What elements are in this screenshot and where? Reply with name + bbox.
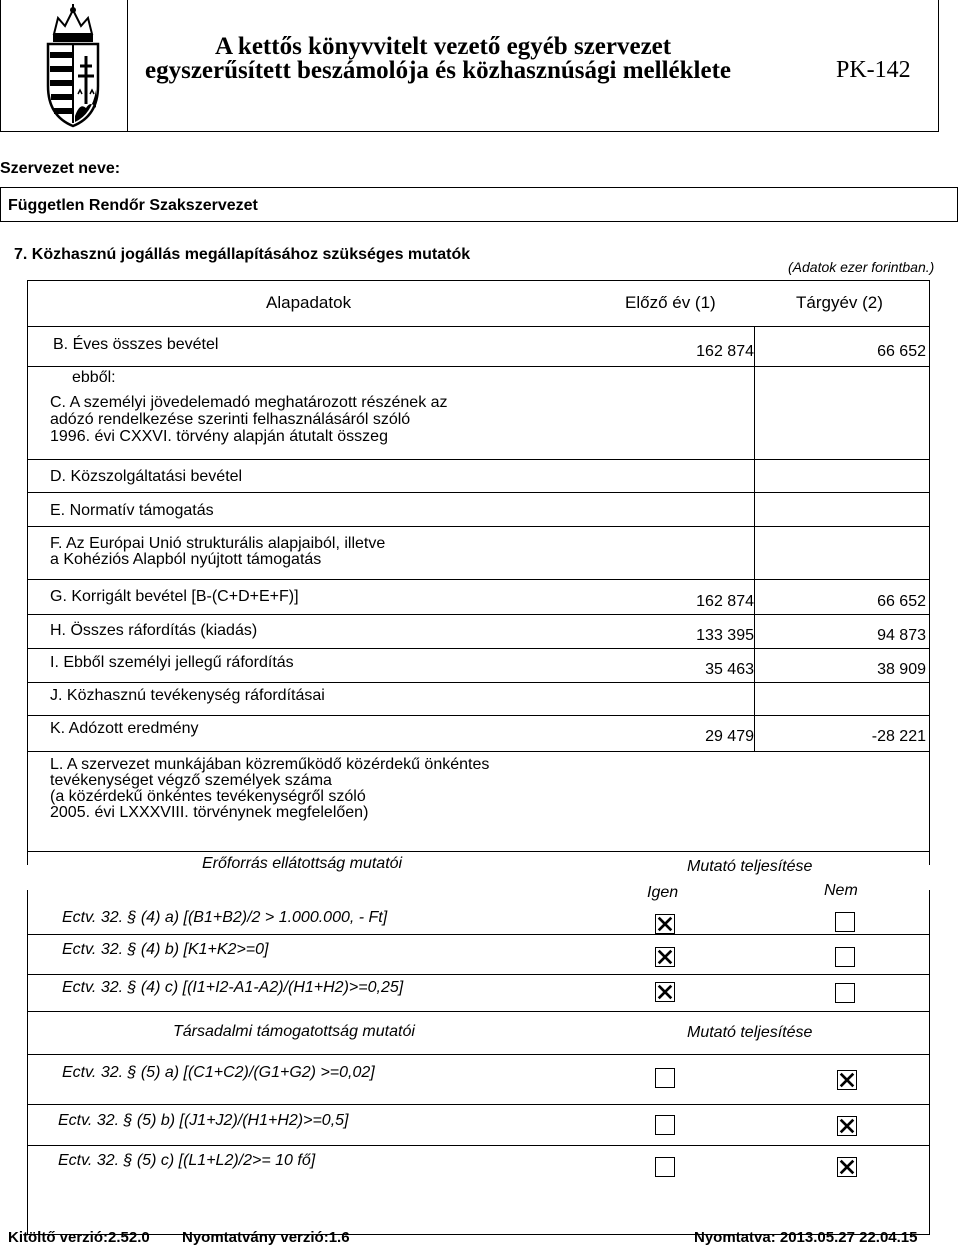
footer-form-version: Nyomtatvány verzió:1.6	[182, 1229, 350, 1246]
row-label-g: G. Korrigált bevétel [B-(C+D+E+F)]	[50, 588, 299, 605]
org-name-top-border	[0, 187, 958, 188]
row-label-l-line2: tevékenységet végző személyek száma	[50, 772, 332, 789]
social-item-1-label: Ectv. 32. § (5) a) [(C1+C2)/(G1+G2) >=0,02]	[62, 1064, 375, 1081]
row-sep	[27, 579, 930, 580]
row-sep	[27, 1104, 930, 1105]
resource-item-1-label: Ectv. 32. § (4) a) [(B1+B2)/2 > 1.000.000, - Ft]	[62, 909, 388, 926]
indicator-left-border	[27, 890, 28, 1235]
value-h-prev[interactable]: 133 395	[696, 627, 754, 644]
row-sep	[27, 751, 930, 752]
row-sep	[27, 934, 930, 935]
col-divider	[754, 326, 755, 752]
resource-item-2-no-checkbox[interactable]	[835, 947, 855, 967]
org-name-value[interactable]: Független Rendőr Szakszervezet	[8, 197, 258, 214]
col-header-prev: Előző év (1)	[625, 293, 716, 312]
value-h-curr[interactable]: 94 873	[877, 627, 926, 644]
header-divider	[127, 0, 128, 132]
yes-column-label: Igen	[647, 884, 679, 901]
row-sep	[27, 1054, 930, 1055]
row-sep	[27, 682, 930, 683]
indicator-right-border	[929, 890, 930, 1235]
section-title: 7. Közhasznú jogállás megállapításához szükséges mutatók	[14, 246, 471, 263]
value-k-curr[interactable]: -28 221	[871, 728, 926, 745]
row-label-i: I. Ebből személyi jellegű ráfordítás	[50, 654, 294, 671]
form-code: PK-142	[836, 57, 911, 83]
resource-item-3-label: Ectv. 32. § (4) c) [(I1+I2-A1-A2)/(H1+H2)>=0,25]	[62, 979, 404, 996]
header-border-right	[938, 0, 939, 132]
header-border-bottom	[0, 131, 939, 132]
row-label-c-line1: C. A személyi jövedelemadó meghatározott részének az	[50, 394, 448, 411]
header-border-left	[0, 0, 1, 132]
row-label-k: K. Adózott eredmény	[50, 720, 199, 737]
row-sep	[27, 459, 930, 460]
row-sep	[27, 715, 930, 716]
col-header-curr: Tárgyév (2)	[796, 293, 883, 312]
org-name-right-border	[957, 187, 958, 222]
form-title-line1: A kettős könyvvitelt vezető egyéb szervezet	[215, 33, 672, 60]
resource-item-2-label: Ectv. 32. § (4) b) [K1+K2>=0]	[62, 941, 269, 958]
table-top-border	[27, 280, 930, 281]
value-b-curr[interactable]: 66 652	[877, 343, 926, 360]
social-fulfil-title: Mutató teljesítése	[687, 1024, 813, 1041]
footer-print-stamp: Nyomtatva: 2013.05.27 22.04.15	[694, 1229, 918, 1246]
social-item-3-yes-checkbox[interactable]	[655, 1157, 675, 1177]
row-label-l-line1: L. A szervezet munkájában közreműködő közérdekű önkéntes	[50, 756, 490, 773]
value-i-curr[interactable]: 38 909	[877, 661, 926, 678]
res-right-border-top	[929, 851, 930, 865]
unit-note: (Adatok ezer forintban.)	[788, 259, 935, 275]
row-label-e: E. Normatív támogatás	[50, 502, 214, 519]
row-label-f-line1: F. Az Európai Unió strukturális alapjaiból, illetve	[50, 535, 386, 552]
value-b-prev[interactable]: 162 874	[696, 343, 754, 360]
hungarian-coat-of-arms-icon	[40, 4, 106, 128]
resources-fulfil-title: Mutató teljesítése	[687, 858, 813, 875]
resource-item-3-yes-checkbox[interactable]	[655, 982, 675, 1002]
social-item-1-no-checkbox[interactable]	[837, 1070, 857, 1090]
row-label-b: B. Éves összes bevétel	[53, 336, 219, 353]
resources-title: Erőforrás ellátottság mutatói	[202, 855, 403, 872]
form-title-line2: egyszerűsített beszámolója és közhasznúsági melléklete	[145, 57, 731, 84]
row-sep	[27, 974, 930, 975]
row-label-of-which: ebből:	[72, 369, 116, 386]
org-name-bottom-border	[0, 221, 958, 222]
value-g-prev[interactable]: 162 874	[696, 593, 754, 610]
row-label-h: H. Összes ráfordítás (kiadás)	[50, 622, 258, 639]
social-title: Társadalmi támogatottság mutatói	[173, 1023, 415, 1040]
social-item-3-no-checkbox[interactable]	[837, 1157, 857, 1177]
row-label-l-line4: 2005. évi LXXXVIII. törvénynek megfelelően)	[50, 804, 369, 821]
col-header-basic: Alapadatok	[266, 293, 352, 312]
social-item-3-label: Ectv. 32. § (5) c) [(L1+L2)/2>= 10 fő]	[58, 1152, 316, 1169]
row-sep	[27, 492, 930, 493]
value-k-prev[interactable]: 29 479	[705, 728, 754, 745]
resource-item-2-yes-checkbox[interactable]	[655, 947, 675, 967]
row-sep	[27, 1145, 930, 1146]
social-item-2-no-checkbox[interactable]	[837, 1116, 857, 1136]
row-label-c-line2: adózó rendelkezése szerinti felhasználásáról szóló	[50, 411, 411, 428]
row-sep	[27, 526, 930, 527]
resource-item-3-no-checkbox[interactable]	[835, 983, 855, 1003]
row-label-f-line2: a Kohéziós Alapból nyújtott támogatás	[50, 551, 322, 568]
row-label-j: J. Közhasznú tevékenység ráfordításai	[50, 687, 325, 704]
row-sep	[27, 614, 930, 615]
header-row-bottom-border	[27, 326, 930, 327]
row-label-d: D. Közszolgáltatási bevétel	[50, 468, 243, 485]
no-column-label: Nem	[824, 882, 858, 899]
row-sep	[27, 1011, 930, 1012]
res-left-border-top	[27, 851, 28, 865]
resource-item-1-yes-checkbox[interactable]	[655, 914, 675, 934]
row-sep	[27, 366, 930, 367]
row-label-l-line3: (a közérdekű önkéntes tevékenységről szóló	[50, 788, 366, 805]
social-item-2-label: Ectv. 32. § (5) b) [(J1+J2)/(H1+H2)>=0,5]	[58, 1112, 349, 1129]
value-i-prev[interactable]: 35 463	[705, 661, 754, 678]
social-item-1-yes-checkbox[interactable]	[655, 1068, 675, 1088]
org-name-left-border	[0, 187, 1, 222]
row-label-c-line3: 1996. évi CXXVI. törvény alapján átutalt összeg	[50, 428, 388, 445]
org-name-label: Szervezet neve:	[0, 160, 121, 177]
social-item-2-yes-checkbox[interactable]	[655, 1115, 675, 1135]
table-bottom-border	[27, 851, 930, 852]
value-g-curr[interactable]: 66 652	[877, 593, 926, 610]
resource-item-1-no-checkbox[interactable]	[835, 912, 855, 932]
footer-filler-version: Kitöltő verzió:2.52.0	[8, 1229, 150, 1246]
row-sep	[27, 648, 930, 649]
